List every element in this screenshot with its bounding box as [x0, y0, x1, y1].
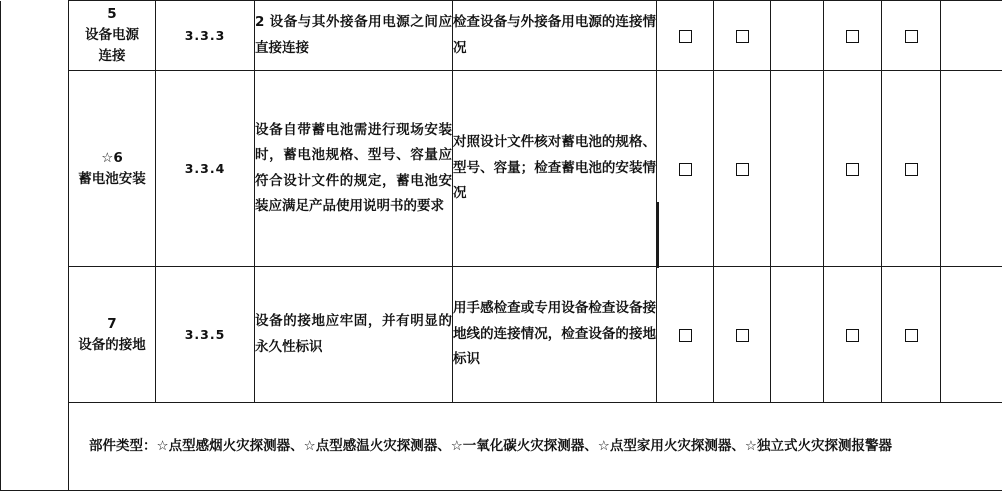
checkbox-cell[interactable] [714, 267, 771, 403]
item-cell [69, 267, 156, 403]
table-divider-mark [657, 202, 659, 268]
empty-cell [941, 1, 1002, 71]
note-text: 部件类型：☆点型感烟火灾探测器、☆点型感温火灾探测器、☆一氧化碳火灾探测器、☆点型家用火灾探测器、☆独立式火灾探测报警器 [89, 438, 893, 454]
item-name: 设备的接地 [78, 336, 146, 353]
table-row [1, 71, 1002, 267]
table-row [1, 1, 1002, 71]
requirement-cell: 设备自带蓄电池需进行现场安装时，蓄电池规格、型号、容量应符合设计文件的规定，蓄电池安装应满足产品使用说明书的要求 [255, 71, 453, 267]
checkbox[interactable] [736, 30, 749, 43]
checkbox-cell[interactable] [824, 1, 882, 71]
clause-cell: 3.3.5 [156, 267, 255, 403]
item-number: 5 [107, 6, 117, 22]
requirement-cell: 设备的接地应牢固，并有明显的永久性标识 [255, 267, 453, 403]
item-name-continued: 连接 [98, 48, 126, 64]
checkbox-cell[interactable] [882, 1, 941, 71]
checkbox[interactable] [905, 163, 918, 176]
checkbox[interactable] [846, 329, 859, 342]
item-number: 7 [107, 315, 117, 332]
clause-cell: 3.3.4 [156, 71, 255, 267]
item-name: 蓄电池安装 [78, 170, 146, 187]
checkbox-cell[interactable] [882, 71, 941, 267]
note-row [1, 403, 1002, 491]
checkbox-cell[interactable] [657, 1, 714, 71]
item-cell [69, 71, 156, 267]
method-cell: 检查设备与外接备用电源的连接情况 [453, 1, 657, 71]
checkbox[interactable] [905, 30, 918, 43]
empty-cell [941, 71, 1002, 267]
requirement-cell: 2 设备与其外接备用电源之间应直接连接 [255, 1, 453, 71]
component-type-note [69, 403, 1002, 491]
checkbox[interactable] [736, 329, 749, 342]
checkbox[interactable] [905, 329, 918, 342]
item-name: 设备电源 [85, 27, 139, 43]
checkbox-cell[interactable] [714, 71, 771, 267]
item-number: ☆6 [101, 149, 123, 166]
empty-cell [771, 71, 824, 267]
checkbox[interactable] [679, 329, 692, 342]
method-cell: 用手感检查或专用设备检查设备接地线的连接情况，检查设备的接地标识 [453, 267, 657, 403]
left-margin-cell [1, 1, 69, 491]
method-cell: 对照设计文件核对蓄电池的规格、型号、容量；检查蓄电池的安装情况 [453, 71, 657, 267]
empty-cell [941, 267, 1002, 403]
checkbox-cell[interactable] [882, 267, 941, 403]
empty-cell [771, 267, 824, 403]
item-cell [69, 1, 156, 71]
checkbox[interactable] [736, 163, 749, 176]
checkbox-cell[interactable] [824, 267, 882, 403]
clause-cell: 3.3.3 [156, 1, 255, 71]
checkbox-cell[interactable] [657, 267, 714, 403]
checkbox[interactable] [679, 163, 692, 176]
checkbox-cell[interactable] [824, 71, 882, 267]
checkbox[interactable] [679, 30, 692, 43]
checkbox[interactable] [846, 163, 859, 176]
checkbox-cell[interactable] [714, 1, 771, 71]
table-row [1, 267, 1002, 403]
empty-cell [771, 1, 824, 71]
checkbox-cell[interactable] [657, 71, 714, 267]
checkbox[interactable] [846, 30, 859, 43]
